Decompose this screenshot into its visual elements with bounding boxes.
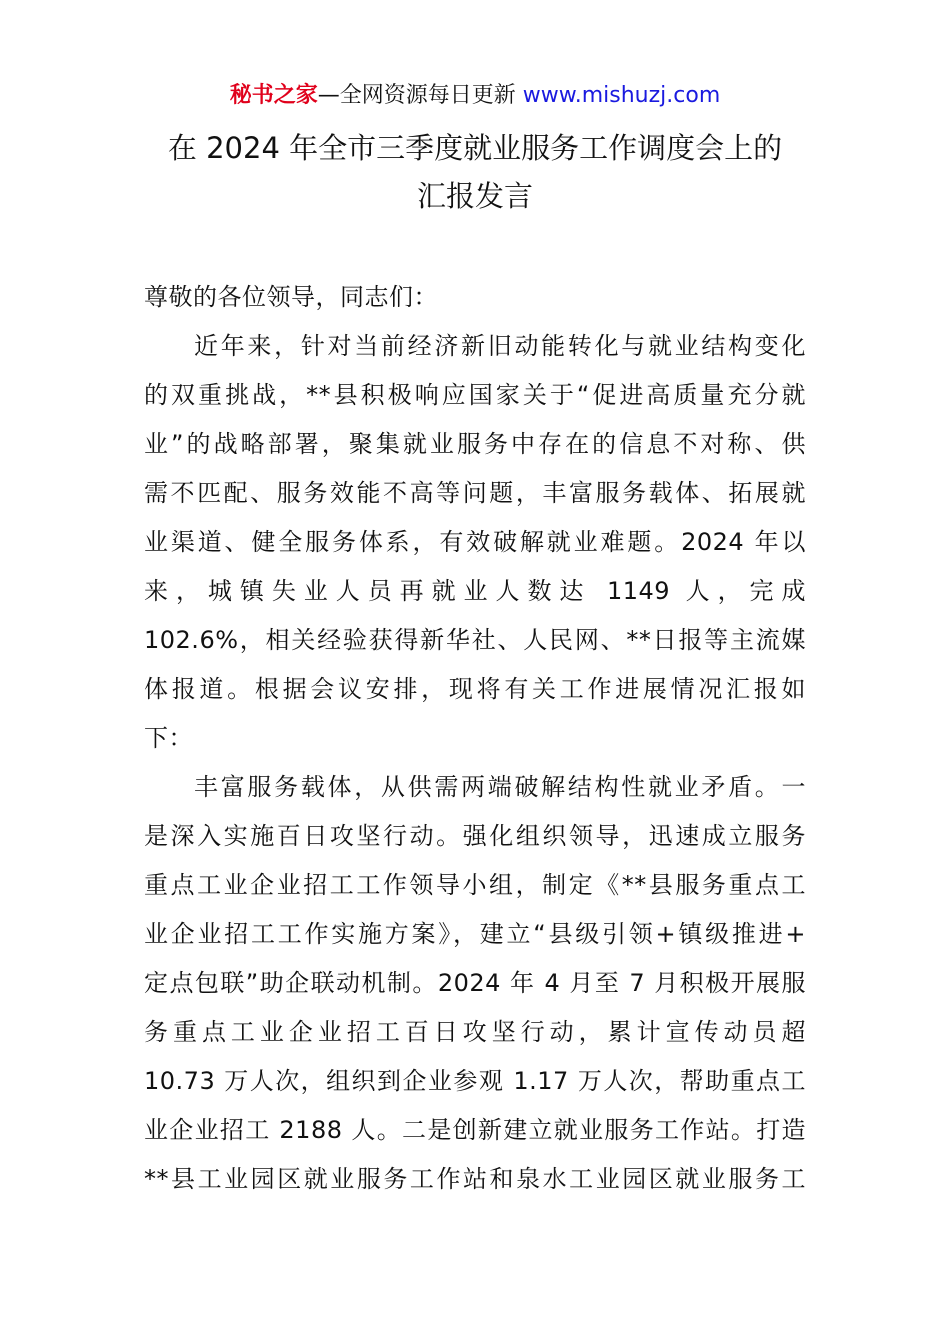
body-line: 重点工业企业招工工作领导小组，制定《**县服务重点工 <box>144 871 806 899</box>
body-line: 业”的战略部署，聚集就业服务中存在的信息不对称、供 <box>144 430 806 458</box>
body-line: 业渠道、健全服务体系，有效破解就业难题。2024 年以 <box>144 528 806 556</box>
site-header <box>0 80 950 112</box>
body-line: 近年来，针对当前经济新旧动能转化与就业结构变化 <box>194 332 806 360</box>
body-line: 来，城镇失业人员再就业人数达 1149 人，完成 <box>144 577 806 605</box>
body-line: **县工业园区就业服务工作站和泉水工业园区就业服务工 <box>144 1165 806 1193</box>
body-line: 是深入实施百日攻坚行动。强化组织领导，迅速成立服务 <box>144 822 806 850</box>
document-body <box>144 273 806 1204</box>
body-line: 务重点工业企业招工百日攻坚行动，累计宣传动员超 <box>144 1018 806 1046</box>
site-url-link[interactable]: www.mishuzj.com <box>522 83 721 108</box>
body-line: 丰富服务载体，从供需两端破解结构性就业矛盾。一 <box>194 773 806 801</box>
document-title <box>120 124 830 220</box>
site-tagline: —全网资源每日更新 <box>317 83 523 108</box>
body-line: 业企业招工 2188 人。二是创新建立就业服务工作站。打造 <box>144 1116 806 1144</box>
body-line: 10.73 万人次，组织到企业参观 1.17 万人次，帮助重点工 <box>144 1067 806 1095</box>
body-line: 体报道。根据会议安排，现将有关工作进展情况汇报如 <box>144 675 806 703</box>
title-line-1: 在 2024 年全市三季度就业服务工作调度会上的 <box>167 131 783 165</box>
body-line: 的双重挑战，**县积极响应国家关于“促进高质量充分就 <box>144 381 806 409</box>
body-line: 102.6%，相关经验获得新华社、人民网、**日报等主流媒 <box>144 626 806 654</box>
body-line: 需不匹配、服务效能不高等问题，丰富服务载体、拓展就 <box>144 479 806 507</box>
body-line: 下： <box>144 724 193 752</box>
title-line-2: 汇报发言 <box>416 179 533 213</box>
salutation: 尊敬的各位领导，同志们： <box>144 283 438 311</box>
body-line: 定点包联”助企联动机制。2024 年 4 月至 7 月积极开展服 <box>144 969 806 997</box>
body-line: 业企业招工工作实施方案》，建立“县级引领+镇级推进+ <box>144 920 806 948</box>
site-brand: 秘书之家 <box>229 83 318 108</box>
